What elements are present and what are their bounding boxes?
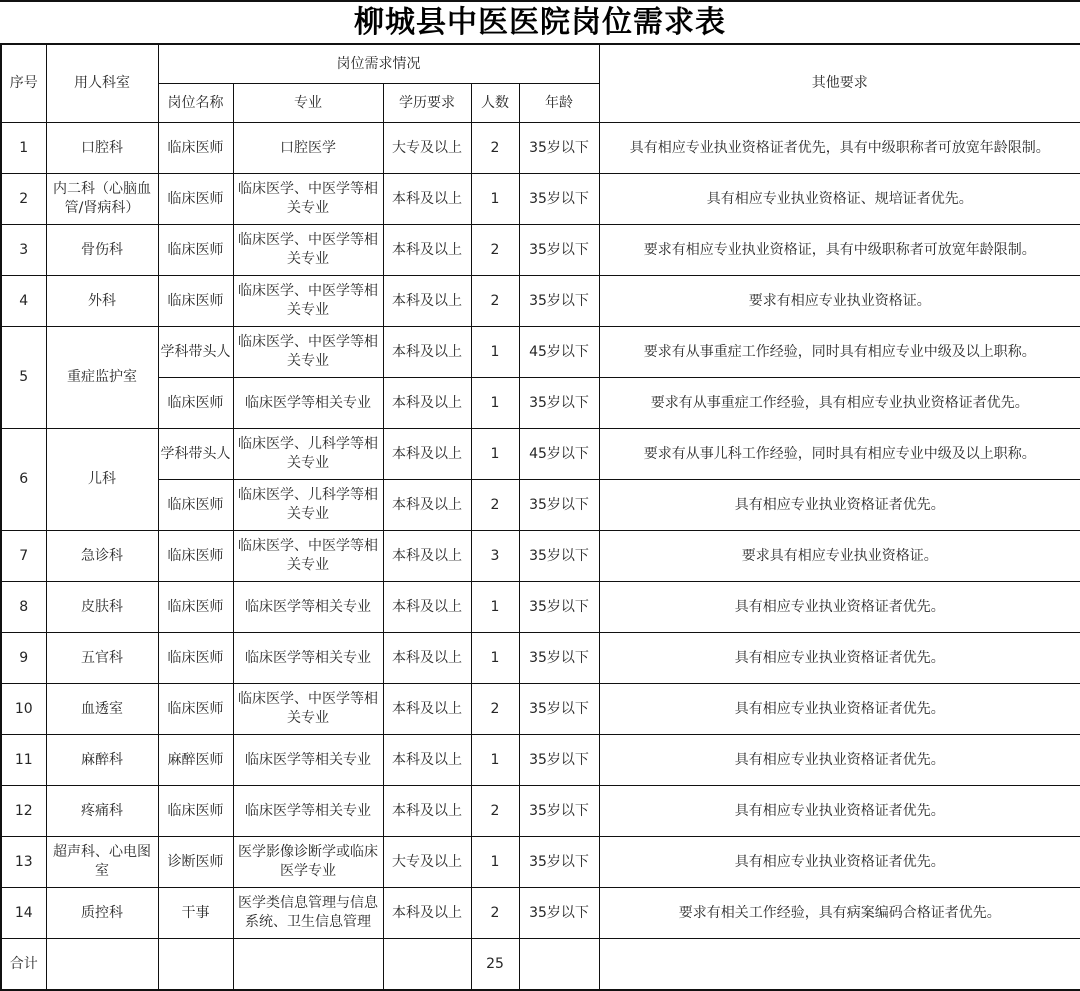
table-row [1,786,1080,837]
cell-department [46,939,158,991]
cell-count: 1 [471,735,519,786]
cell-other-requirements: 具有相应专业执业资格证者优先，具有中级职称者可放宽年龄限制。 [599,123,1080,174]
cell-degree: 本科及以上 [383,633,471,684]
cell-serial: 10 [1,684,46,735]
cell-department: 急诊科 [46,531,158,582]
table-row [1,531,1080,582]
cell-major: 临床医学、中医学等相关专业 [233,276,383,327]
cell-position-title: 学科带头人 [158,429,233,480]
cell-major: 临床医学、中医学等相关专业 [233,327,383,378]
cell-count: 2 [471,786,519,837]
cell-degree: 本科及以上 [383,327,471,378]
position-demand-table [0,43,1080,991]
cell-serial: 2 [1,174,46,225]
cell-department: 儿科 [46,429,158,531]
cell-degree: 本科及以上 [383,684,471,735]
header-degree: 学历要求 [383,84,471,123]
header-count: 人数 [471,84,519,123]
cell-major: 临床医学等相关专业 [233,582,383,633]
table-row [1,684,1080,735]
cell-major: 临床医学、中医学等相关专业 [233,531,383,582]
cell-age: 35岁以下 [519,531,599,582]
cell-degree: 本科及以上 [383,582,471,633]
header-position-title: 岗位名称 [158,84,233,123]
table-row [1,174,1080,225]
table-header [1,44,1080,123]
cell-department: 骨伤科 [46,225,158,276]
cell-degree: 本科及以上 [383,378,471,429]
cell-major: 医学类信息管理与信息系统、卫生信息管理 [233,888,383,939]
cell-degree [383,939,471,991]
cell-position-title: 临床医师 [158,225,233,276]
cell-other-requirements: 要求有相应专业执业资格证，具有中级职称者可放宽年龄限制。 [599,225,1080,276]
cell-major: 临床医学、中医学等相关专业 [233,684,383,735]
cell-age: 35岁以下 [519,684,599,735]
cell-department: 内二科（心脑血管/肾病科） [46,174,158,225]
cell-degree: 本科及以上 [383,735,471,786]
cell-count: 2 [471,123,519,174]
cell-major: 临床医学、儿科学等相关专业 [233,480,383,531]
cell-degree: 本科及以上 [383,480,471,531]
cell-position-title: 学科带头人 [158,327,233,378]
cell-major: 临床医学、中医学等相关专业 [233,174,383,225]
cell-age: 35岁以下 [519,837,599,888]
cell-major: 临床医学等相关专业 [233,378,383,429]
cell-serial: 3 [1,225,46,276]
cell-position-title: 临床医师 [158,174,233,225]
table-row [1,837,1080,888]
cell-total-label: 合计 [1,939,46,991]
cell-serial: 5 [1,327,46,429]
cell-serial: 12 [1,786,46,837]
cell-position-title: 临床医师 [158,684,233,735]
cell-degree: 本科及以上 [383,276,471,327]
cell-degree: 本科及以上 [383,786,471,837]
cell-count: 2 [471,225,519,276]
cell-count: 1 [471,174,519,225]
cell-position-title: 临床医师 [158,276,233,327]
cell-age: 35岁以下 [519,225,599,276]
cell-position-title: 临床医师 [158,582,233,633]
cell-major: 临床医学等相关专业 [233,633,383,684]
table-row [1,633,1080,684]
cell-major: 临床医学等相关专业 [233,735,383,786]
cell-serial: 11 [1,735,46,786]
cell-major: 临床医学等相关专业 [233,786,383,837]
cell-position-title: 诊断医师 [158,837,233,888]
cell-age: 35岁以下 [519,582,599,633]
cell-count: 2 [471,480,519,531]
cell-position-title: 干事 [158,888,233,939]
cell-other-requirements: 具有相应专业执业资格证者优先。 [599,480,1080,531]
table-row [1,582,1080,633]
cell-age: 35岁以下 [519,888,599,939]
cell-department: 超声科、心电图室 [46,837,158,888]
table-row [1,123,1080,174]
cell-degree: 本科及以上 [383,174,471,225]
cell-count: 1 [471,582,519,633]
cell-other-requirements: 具有相应专业执业资格证者优先。 [599,684,1080,735]
cell-serial: 8 [1,582,46,633]
cell-count: 1 [471,378,519,429]
cell-position-title: 临床医师 [158,786,233,837]
cell-position-title: 临床医师 [158,378,233,429]
cell-degree: 大专及以上 [383,123,471,174]
cell-count: 2 [471,888,519,939]
cell-age: 35岁以下 [519,735,599,786]
cell-other-requirements: 具有相应专业执业资格证者优先。 [599,582,1080,633]
cell-degree: 本科及以上 [383,429,471,480]
cell-count: 1 [471,837,519,888]
cell-serial: 4 [1,276,46,327]
cell-position-title: 临床医师 [158,633,233,684]
header-other-requirements: 其他要求 [599,44,1080,123]
cell-department: 疼痛科 [46,786,158,837]
cell-other-requirements: 要求有从事重症工作经验，具有相应专业执业资格证者优先。 [599,378,1080,429]
cell-count: 1 [471,633,519,684]
cell-count: 1 [471,327,519,378]
table-row [1,378,1080,429]
cell-other-requirements [599,939,1080,991]
table-body [1,123,1080,991]
cell-other-requirements: 具有相应专业执业资格证者优先。 [599,735,1080,786]
cell-other-requirements: 要求有从事儿科工作经验，同时具有相应专业中级及以上职称。 [599,429,1080,480]
cell-count: 2 [471,276,519,327]
cell-other-requirements: 要求有相关工作经验，具有病案编码合格证者优先。 [599,888,1080,939]
cell-major: 口腔医学 [233,123,383,174]
header-major: 专业 [233,84,383,123]
total-row [1,939,1080,991]
cell-degree: 大专及以上 [383,837,471,888]
cell-degree: 本科及以上 [383,888,471,939]
cell-other-requirements: 具有相应专业执业资格证者优先。 [599,837,1080,888]
cell-other-requirements: 要求有相应专业执业资格证。 [599,276,1080,327]
cell-serial: 9 [1,633,46,684]
cell-serial: 7 [1,531,46,582]
cell-major: 临床医学、中医学等相关专业 [233,225,383,276]
page-title: 柳城县中医医院岗位需求表 [354,5,726,40]
cell-department: 血透室 [46,684,158,735]
cell-serial: 13 [1,837,46,888]
cell-other-requirements: 要求具有相应专业执业资格证。 [599,531,1080,582]
cell-department: 外科 [46,276,158,327]
cell-other-requirements: 要求有从事重症工作经验，同时具有相应专业中级及以上职称。 [599,327,1080,378]
cell-position-title [158,939,233,991]
cell-department: 重症监护室 [46,327,158,429]
header-serial: 序号 [1,44,46,123]
cell-age: 45岁以下 [519,327,599,378]
cell-serial: 14 [1,888,46,939]
cell-age: 35岁以下 [519,786,599,837]
cell-count: 3 [471,531,519,582]
cell-count: 1 [471,429,519,480]
cell-major [233,939,383,991]
cell-serial: 6 [1,429,46,531]
cell-other-requirements: 具有相应专业执业资格证者优先。 [599,633,1080,684]
cell-department: 皮肤科 [46,582,158,633]
table-row [1,480,1080,531]
cell-serial: 1 [1,123,46,174]
cell-age [519,939,599,991]
cell-major: 临床医学、儿科学等相关专业 [233,429,383,480]
table-row [1,888,1080,939]
cell-age: 35岁以下 [519,480,599,531]
cell-age: 35岁以下 [519,123,599,174]
cell-position-title: 临床医师 [158,531,233,582]
header-department: 用人科室 [46,44,158,123]
table-row [1,735,1080,786]
cell-other-requirements: 具有相应专业执业资格证者优先。 [599,786,1080,837]
cell-position-title: 临床医师 [158,480,233,531]
cell-age: 35岁以下 [519,174,599,225]
cell-age: 35岁以下 [519,633,599,684]
cell-major: 医学影像诊断学或临床医学专业 [233,837,383,888]
cell-department: 质控科 [46,888,158,939]
table-row [1,225,1080,276]
cell-department: 口腔科 [46,123,158,174]
cell-age: 45岁以下 [519,429,599,480]
cell-other-requirements: 具有相应专业执业资格证、规培证者优先。 [599,174,1080,225]
cell-position-title: 麻醉医师 [158,735,233,786]
cell-age: 35岁以下 [519,276,599,327]
header-age: 年龄 [519,84,599,123]
table-row [1,276,1080,327]
table-row [1,327,1080,378]
cell-degree: 本科及以上 [383,225,471,276]
cell-degree: 本科及以上 [383,531,471,582]
cell-total-count: 25 [471,939,519,991]
cell-position-title: 临床医师 [158,123,233,174]
cell-age: 35岁以下 [519,378,599,429]
cell-department: 麻醉科 [46,735,158,786]
header-demand-group: 岗位需求情况 [158,44,599,84]
cell-department: 五官科 [46,633,158,684]
table-row [1,429,1080,480]
cell-count: 2 [471,684,519,735]
